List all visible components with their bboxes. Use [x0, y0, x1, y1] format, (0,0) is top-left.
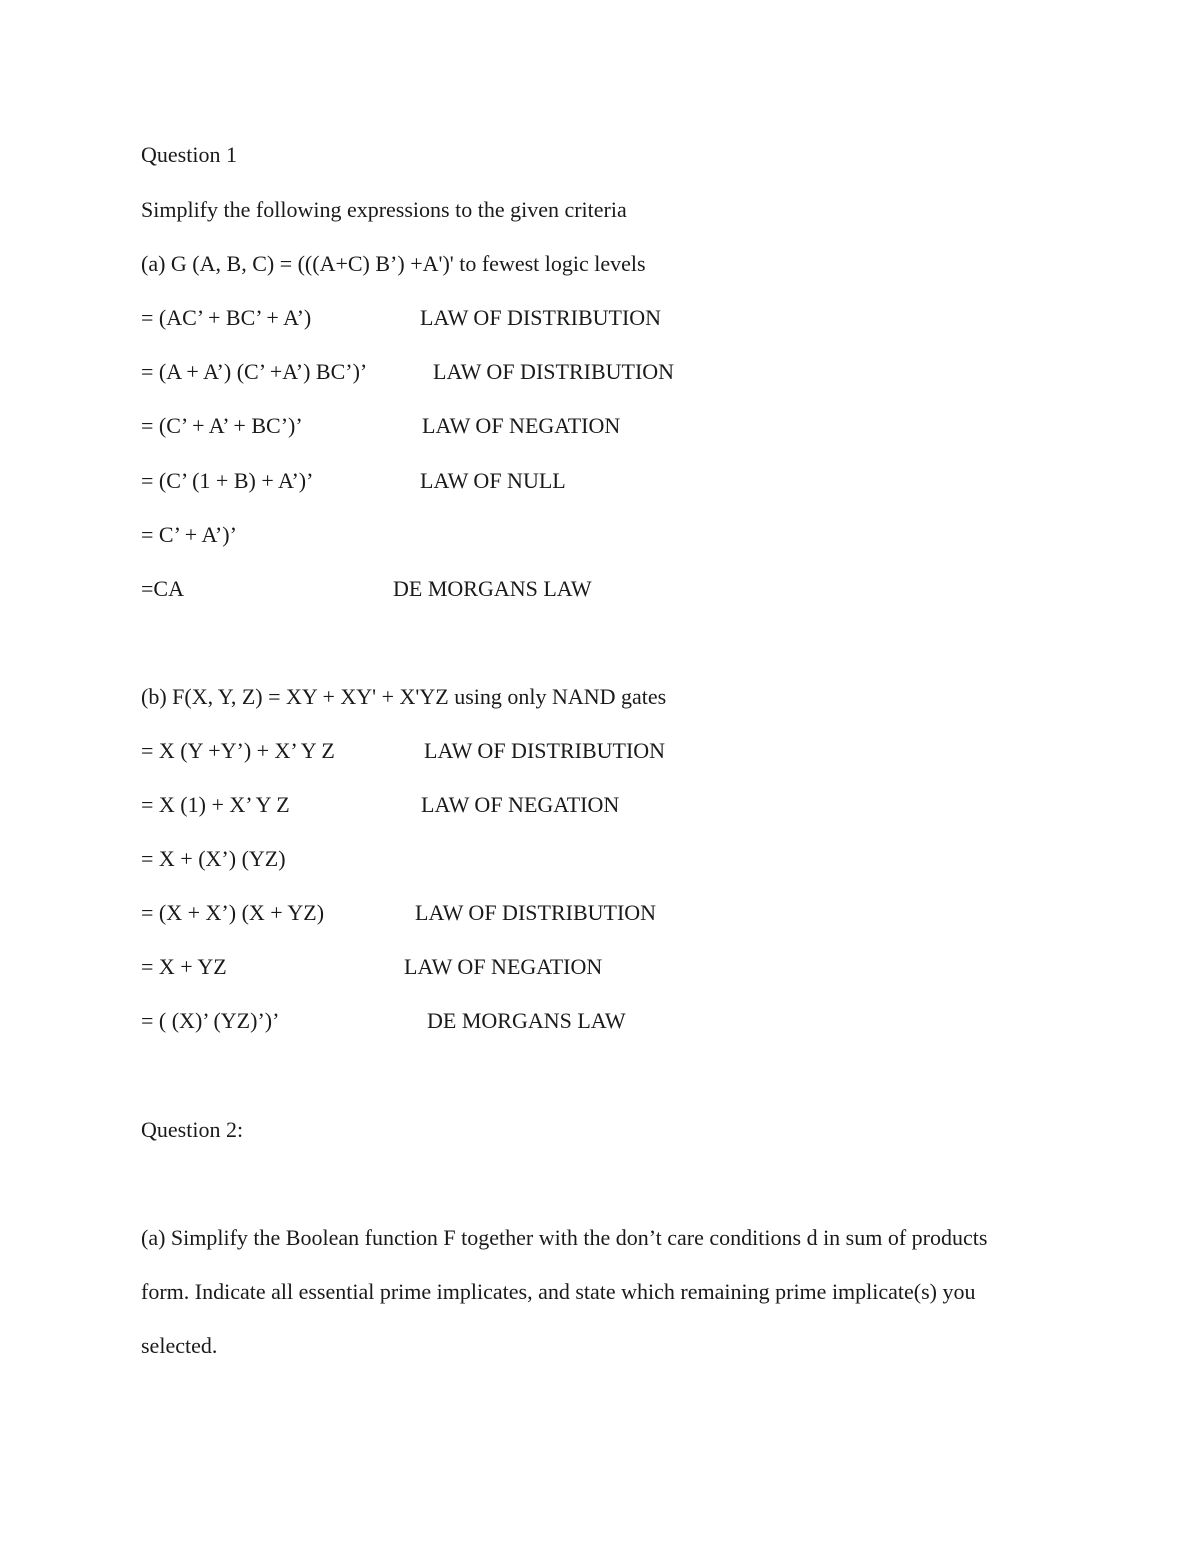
- part-b-step-4-law: LAW OF DISTRIBUTION: [415, 900, 657, 925]
- part-a-step-3-expr: = (C’ + A’ + BC’)’: [141, 413, 303, 438]
- part-b-step-1-law: LAW OF DISTRIBUTION: [424, 738, 666, 763]
- part-b-step-2-law: LAW OF NEGATION: [421, 792, 620, 817]
- part-a-step-2-expr: = (A + A’) (C’ +A’) BC’)’: [141, 359, 368, 384]
- question-2-part-a-line-1: (a) Simplify the Boolean function F together with the don’t care conditions d in sum of products: [141, 1225, 988, 1250]
- part-a-statement: (a) G (A, B, C) = (((A+C) B’) +A')' to fewest logic levels: [141, 251, 646, 276]
- question-2-part-a-line-3: selected.: [141, 1333, 218, 1358]
- part-b-statement: (b) F(X, Y, Z) = XY + XY' + X'YZ using only NAND gates: [141, 684, 667, 709]
- part-a-step-5-expr: = C’ + A’)’: [141, 522, 237, 547]
- part-a-step-2-law: LAW OF DISTRIBUTION: [433, 359, 675, 384]
- part-a-step-6-law: DE MORGANS LAW: [393, 576, 592, 601]
- part-a-step-1-expr: = (AC’ + BC’ + A’): [141, 305, 312, 330]
- part-a-step-3-law: LAW OF NEGATION: [422, 413, 621, 438]
- part-b-step-3-expr: = X + (X’) (YZ): [141, 846, 286, 871]
- part-b-step-1-expr: = X (Y +Y’) + X’ Y Z: [141, 738, 335, 763]
- part-b-step-5-expr: = X + YZ: [141, 954, 227, 979]
- question-1-instruction: Simplify the following expressions to the given criteria: [141, 197, 627, 222]
- part-b-step-5-law: LAW OF NEGATION: [404, 954, 603, 979]
- part-a-step-1-law: LAW OF DISTRIBUTION: [420, 305, 662, 330]
- question-2-part-a-line-2: form. Indicate all essential prime implicates, and state which remaining prime implicate(s) you: [141, 1279, 976, 1304]
- question-2-heading: Question 2:: [141, 1117, 244, 1142]
- part-a-step-6-expr: =CA: [141, 576, 184, 601]
- part-a-step-4-law: LAW OF NULL: [420, 468, 566, 493]
- part-b-step-6-expr: = ( (X)’ (YZ)’)’: [141, 1008, 280, 1033]
- part-b-step-6-law: DE MORGANS LAW: [427, 1008, 626, 1033]
- part-a-step-4-expr: = (C’ (1 + B) + A’)’: [141, 468, 314, 493]
- part-b-step-2-expr: = X (1) + X’ Y Z: [141, 792, 290, 817]
- question-1-heading: Question 1: [141, 142, 237, 167]
- part-b-step-4-expr: = (X + X’) (X + YZ): [141, 900, 325, 925]
